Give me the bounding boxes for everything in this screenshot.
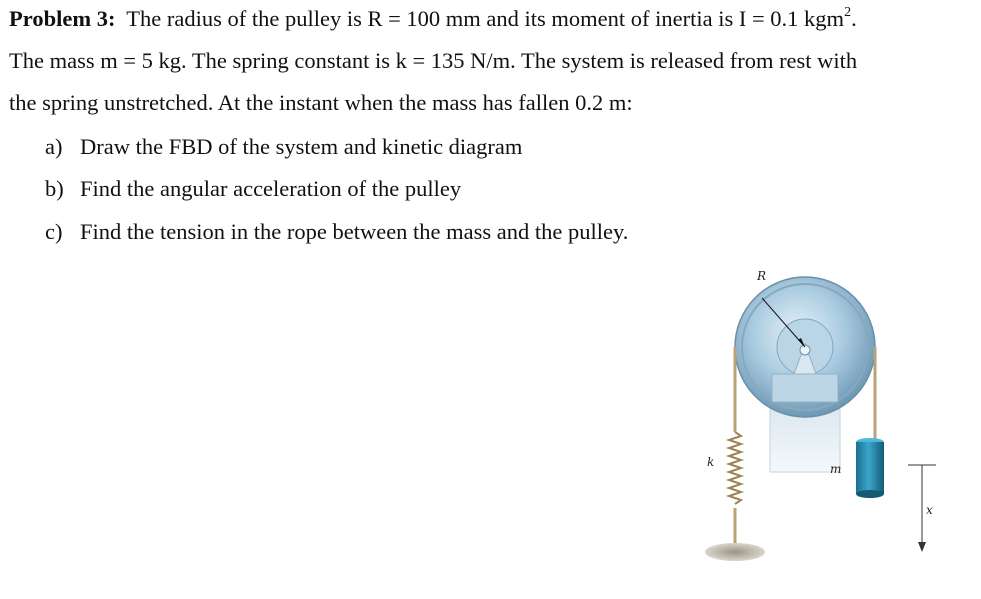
spring-base — [705, 543, 765, 561]
problem-line-2: The mass m = 5 kg. The spring constant is k = 135 N/m. The system is released from rest with — [9, 48, 858, 73]
part-c — [45, 218, 628, 246]
mass-bottom — [856, 490, 884, 498]
problem-line-1-text: The radius of the pulley is R = 100 mm and its moment of inertia is I = 0.1 kgm — [126, 6, 845, 31]
radius-label: R — [757, 269, 767, 283]
part-b — [45, 175, 461, 203]
displacement-arrowhead — [918, 542, 926, 552]
problem-line-1 — [9, 5, 857, 33]
mass-block — [856, 442, 884, 494]
part-a-label: a) — [45, 134, 63, 159]
displacement-label: x — [926, 503, 933, 517]
problem-line-1-superscript: 2 — [844, 4, 852, 20]
part-a — [45, 133, 522, 161]
part-a-text: Draw the FBD of the system and kinetic diagram — [80, 134, 523, 159]
part-c-label: c) — [45, 219, 63, 244]
pulley-figure — [690, 262, 980, 592]
problem-line-3: the spring unstretched. At the instant when the mass has fallen 0.2 m: — [9, 90, 633, 115]
problem-heading: Problem 3: — [9, 6, 116, 31]
part-c-text: Find the tension in the rope between the mass and the pulley. — [80, 219, 629, 244]
spring — [729, 432, 741, 504]
mass-label: m — [830, 462, 842, 476]
bracket-plate — [772, 374, 838, 402]
problem-line-1-end: . — [851, 6, 857, 31]
part-b-label: b) — [45, 176, 64, 201]
part-b-text: Find the angular acceleration of the pulley — [80, 176, 462, 201]
spring-label: k — [707, 455, 715, 469]
